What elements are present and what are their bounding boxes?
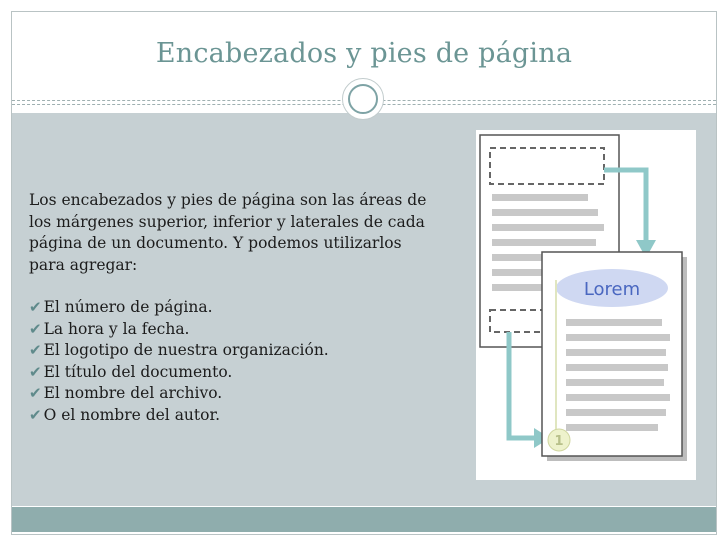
list-item-text: O el nombre del autor. [43,405,221,424]
list-item [29,319,439,341]
list-item [29,383,439,405]
list-item-text: El logotipo de nuestra organización. [43,341,329,359]
list-item-text: El número de página. [43,298,213,316]
header-footer-illustration [476,130,696,480]
list-item [29,405,439,427]
bullet-list [29,297,439,426]
footer-bar [12,507,716,532]
body-text [29,190,439,426]
checkmark-icon: ✔ [29,319,42,338]
list-item [29,297,439,319]
checkmark-icon: ✔ [29,362,42,381]
page-number-label: 1 [554,434,564,449]
list-item-text: El título del documento. [43,362,233,381]
checkmark-icon: ✔ [29,298,42,316]
circle-ornament-icon [342,78,384,120]
checkmark-icon: ✔ [29,405,42,424]
list-item-text: La hora y la fecha. [43,319,190,338]
checkmark-icon: ✔ [29,384,42,402]
header-oval-label: Lorem [583,279,641,300]
slide-title: Encabezados y pies de página [155,38,573,69]
list-item-text: El nombre del archivo. [43,384,223,402]
list-item [29,340,439,362]
circle-ornament-inner [348,84,378,114]
list-item [29,362,439,384]
checkmark-icon: ✔ [29,341,42,359]
intro-paragraph: Los encabezados y pies de página son las áreas de los márgenes superior, inferior y laterales de cada página de un documento. Y podemos utilizarlos para agregar: [29,191,427,274]
